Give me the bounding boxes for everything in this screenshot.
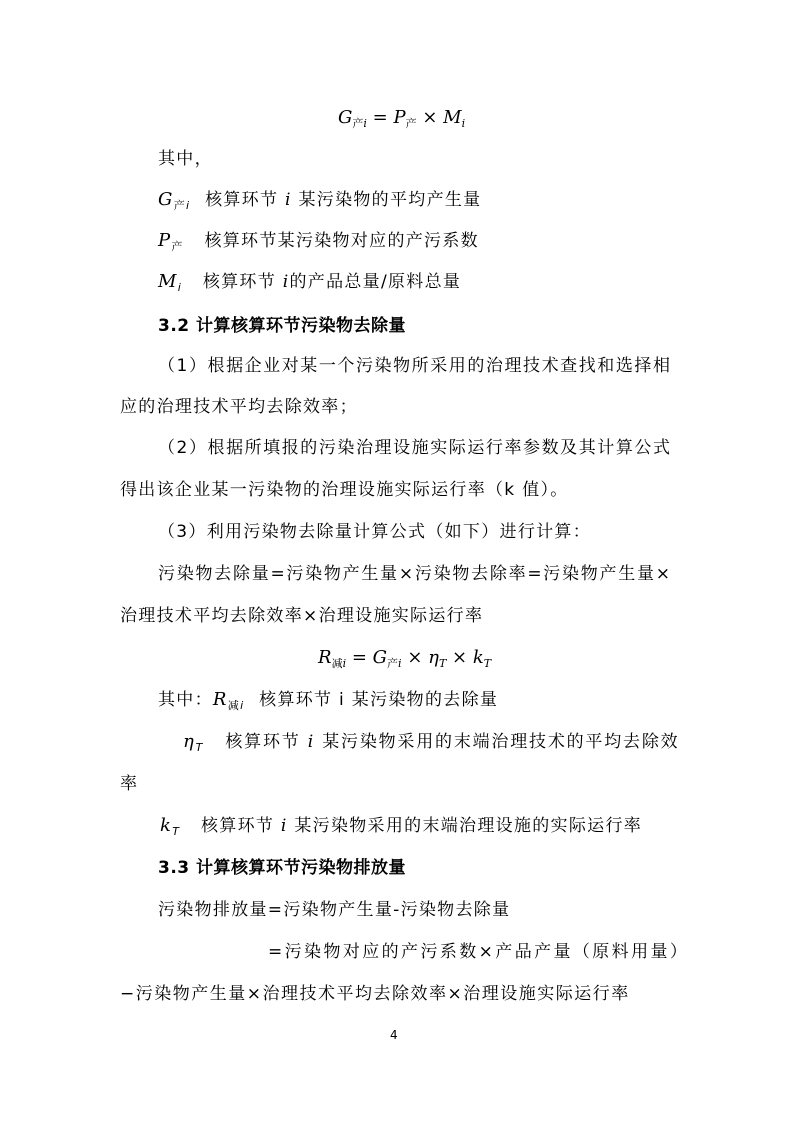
paragraph-1-line-2: 应的治理技术平均去除效率； [120, 397, 358, 417]
definition-eta-wrap: 率 [120, 774, 139, 794]
equation-generation: $G_{产i} = P_产 \times M_i$ [338, 107, 466, 130]
section-heading-3-3: 3.3 计算核算环节污染物排放量 [158, 858, 407, 878]
removal-formula-line-1: 污染物去除量=污染物产生量×污染物去除率=污染物产生量× [158, 564, 670, 584]
emission-formula-line-2: =污染物对应的产污系数×产品产量（原料用量） [268, 942, 690, 962]
definition-m: $M_i$ 核算环节 i的产品总量/原料总量 [158, 271, 462, 294]
where-label: 其中， [158, 149, 213, 169]
section-heading-3-2: 3.2 计算核算环节污染物去除量 [158, 316, 407, 336]
paragraph-2-line-2: 得出该企业某一污染物的治理设施实际运行率（k 值）。 [120, 480, 569, 500]
paragraph-1-line-1: （1）根据企业对某一个污染物所采用的治理技术查找和选择相 [158, 356, 670, 376]
definition-r: 其中：$R_{减i}$ 核算环节 i 某污染物的去除量 [158, 689, 499, 712]
definition-eta: $\eta_T$ 核算环节 i 某污染物采用的末端治理技术的平均去除效 [183, 731, 680, 754]
emission-formula-line-1: 污染物排放量=污染物产生量-污染物去除量 [158, 900, 511, 920]
equation-removal: $R_{减i} = G_{产i} \times \eta_T \times k_T$ [318, 647, 492, 670]
definition-g: $G_{产i}$ 核算环节 i 某污染物的平均产生量 [158, 189, 482, 212]
paragraph-3: （3）利用污染物去除量计算公式（如下）进行计算： [158, 522, 592, 542]
definition-p: $P_产$ 核算环节某污染物对应的产污系数 [158, 230, 479, 253]
definition-k: $k_T$ 核算环节 i 某污染物采用的末端治理设施的实际运行率 [160, 815, 643, 838]
page-number: 4 [390, 1028, 398, 1042]
removal-formula-line-2: 治理技术平均去除效率×治理设施实际运行率 [120, 606, 484, 626]
paragraph-2-line-1: （2）根据所填报的污染治理设施实际运行率参数及其计算公式 [158, 438, 670, 458]
emission-formula-line-3: −污染物产生量×治理技术平均去除效率×治理设施实际运行率 [120, 984, 630, 1004]
